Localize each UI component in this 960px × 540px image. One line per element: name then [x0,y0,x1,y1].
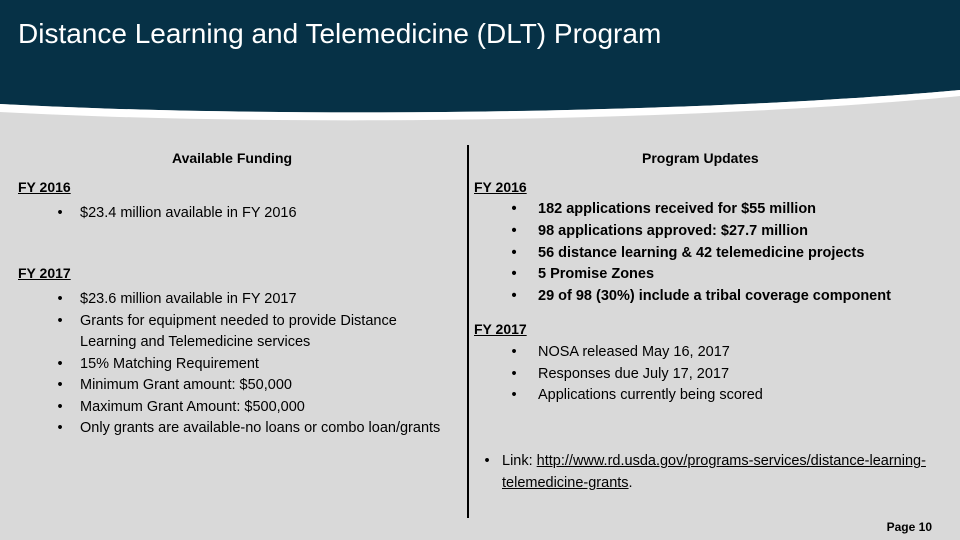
list-item-text: 56 distance learning & 42 telemedicine projects [538,244,865,261]
link-suffix: . [628,474,633,491]
bullet: • [511,288,517,305]
bullet: • [57,291,63,307]
bullet: • [57,312,63,329]
bullet: • [57,377,63,393]
page-title: Distance Learning and Telemedicine (DLT) Program [18,18,662,49]
list-item [502,385,942,407]
bullet: • [511,266,517,283]
list-item-text: Maximum Grant Amount: $500,000 [80,398,305,415]
program-url-link[interactable]: http://www.rd.usda.gov/programs-services/distance-learning-telemedicine-grants [502,453,926,491]
list-item [48,311,448,354]
bullet: • [511,201,517,217]
right-fy2017-list [502,342,942,407]
list-item [502,342,942,364]
list-item [48,354,448,376]
list-item-text: $23.6 million available in FY 2017 [80,291,297,307]
list-item-text: 15% Matching Requirement [80,355,259,372]
list-item-text: Responses due July 17, 2017 [538,365,730,382]
list-item-text: 182 applications received for $55 million [538,201,817,217]
list-item-text: Only grants are available-no loans or combo loan/grants [80,420,441,436]
list-item-text: $23.4 million available in FY 2016 [80,205,297,221]
bullet: • [511,222,517,239]
list-item-text: NOSA released May 16, 2017 [538,344,730,360]
left-fy2016-list [48,203,448,225]
bullet: • [511,387,517,403]
bullet: • [57,205,63,221]
page-number: Page 10 [886,520,932,534]
bullet: • [57,398,63,415]
program-updates-heading: Program Updates [642,150,759,166]
bullet: • [511,244,517,261]
list-item-text: 98 applications approved: $27.7 million [538,222,808,239]
left-fy2017-list [48,289,448,440]
list-item-text: Applications currently being scored [538,387,763,403]
bullet: • [57,355,63,372]
list-item-text: 29 of 98 (30%) include a tribal coverage component [538,288,891,305]
program-link [472,451,942,494]
bullet: • [484,453,490,469]
list-item [48,375,448,397]
bullet: • [511,344,517,360]
right-fy2017-label: FY 2017 [474,321,527,337]
available-funding-heading: Available Funding [172,150,293,166]
list-item-text: 5 Promise Zones [538,266,655,283]
right-fy2016-list [502,199,942,308]
list-item [502,199,942,221]
list-item [502,286,942,308]
list-item [48,203,448,225]
title-banner [0,0,960,125]
list-item [502,364,942,386]
list-item-text: Minimum Grant amount: $50,000 [80,377,292,393]
bullet: • [511,365,517,382]
column-divider [467,145,469,518]
left-fy2017-label: FY 2017 [18,265,71,281]
list-item [502,264,942,286]
list-item-text: Grants for equipment needed to provide Distance Learning and Telemedicine services [80,312,397,350]
link-prefix: Link: [502,453,537,469]
list-item [48,289,448,311]
bullet: • [57,420,63,436]
right-fy2016-label: FY 2016 [474,179,527,195]
list-item [48,397,448,419]
list-item [502,221,942,243]
list-item [502,243,942,265]
left-fy2016-label: FY 2016 [18,179,71,195]
list-item [48,418,448,440]
